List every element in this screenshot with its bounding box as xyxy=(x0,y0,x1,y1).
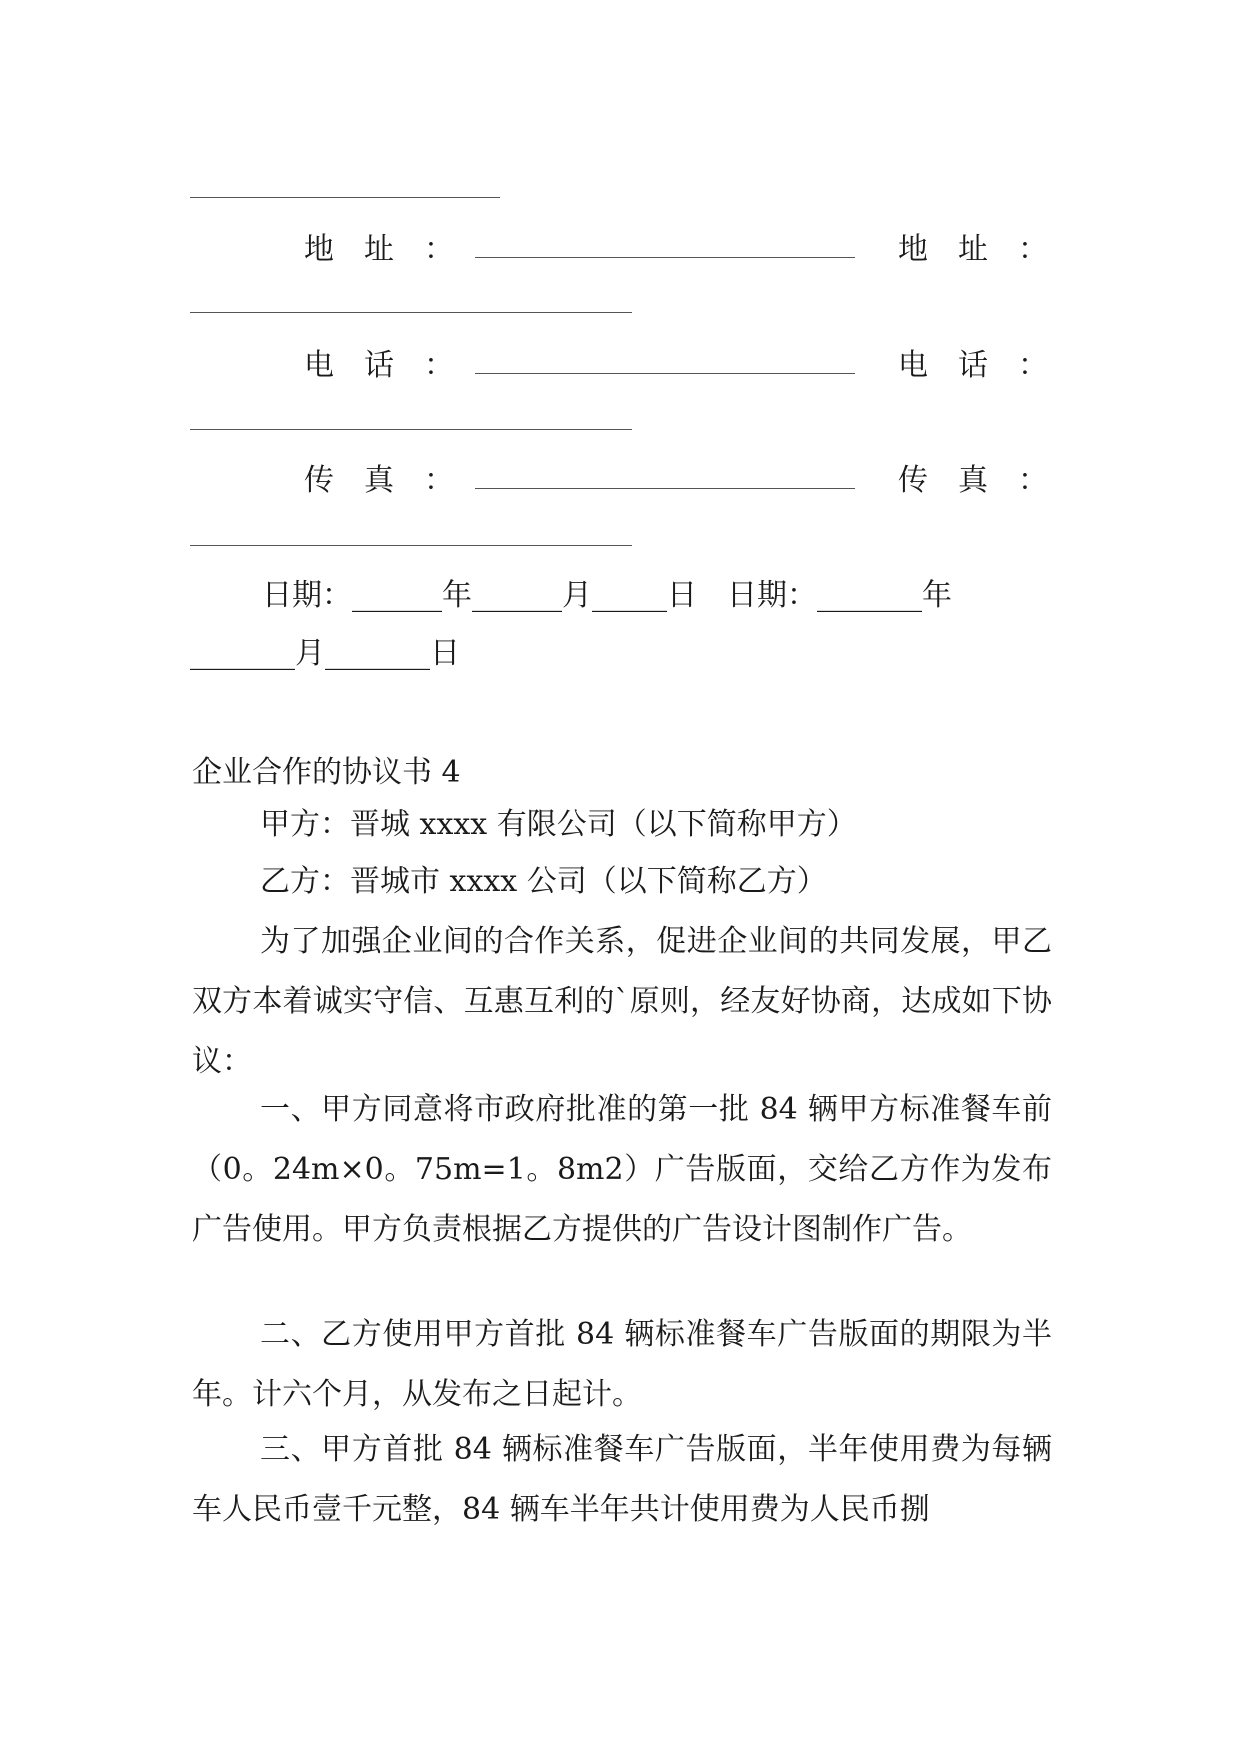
date-line-2: _______月_______日 xyxy=(190,636,460,671)
phone-label-right: 电 话 ： xyxy=(898,348,1048,383)
phone-label-left: 电 话 ： xyxy=(304,348,454,383)
clause-3: 三、甲方首批 84 辆标准餐车广告版面，半年使用费为每辆车人民币壹千元整，84 辆车半年共计使用费为人民币捌 xyxy=(192,1432,1052,1527)
fax-label-left: 传 真 ： xyxy=(304,463,454,498)
address-label-left: 地 址 ： xyxy=(304,232,454,267)
party-a-line: 甲方：晋城 xxxx 有限公司（以下简称甲方） xyxy=(260,807,857,842)
signature-blank-line xyxy=(190,197,500,198)
section-title: 企业合作的协议书 4 xyxy=(192,755,461,790)
address-label-right: 地 址 ： xyxy=(898,232,1048,267)
address-blank-right xyxy=(190,312,632,313)
party-b-line: 乙方：晋城市 xxxx 公司（以下简称乙方） xyxy=(260,864,827,899)
fax-blank-right xyxy=(190,545,632,546)
address-blank-left xyxy=(475,257,855,258)
fax-label-right: 传 真 ： xyxy=(898,463,1048,498)
phone-blank-right xyxy=(190,429,632,430)
phone-blank-left xyxy=(475,373,855,374)
clause-1: 一、甲方同意将市政府批准的第一批 84 辆甲方标准餐车前（0。24m×0。75m=1。8m2）广告版面，交给乙方作为发布广告使用。甲方负责根据乙方提供的广告设计图制作广告。 xyxy=(192,1092,1052,1247)
intro-paragraph: 为了加强企业间的合作关系，促进企业间的共同发展，甲乙双方本着诚实守信、互惠互利的`原则，经友好协商，达成如下协议： xyxy=(192,924,1052,1079)
clause-2: 二、乙方使用甲方首批 84 辆标准餐车广告版面的期限为半年。计六个月，从发布之日起计。 xyxy=(192,1317,1052,1412)
date-line-1: 日期：______年______月_____日 日期：_______年 xyxy=(262,578,952,613)
fax-blank-left xyxy=(475,488,855,489)
